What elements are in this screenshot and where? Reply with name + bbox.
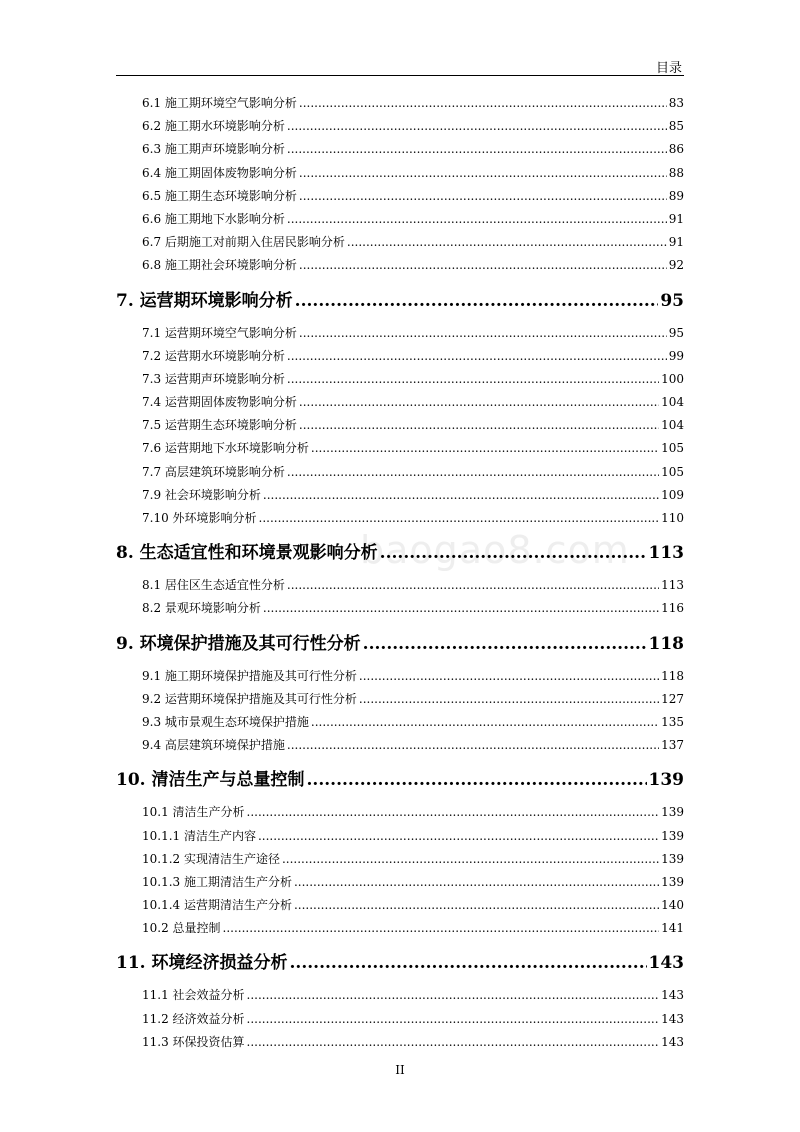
toc-entry-label: 11. 环境经济损益分析 — [116, 953, 288, 974]
toc-entry-label: 6.4 施工期固体废物影响分析 — [142, 165, 297, 180]
toc-leader-dots — [380, 532, 647, 574]
toc-section-entry[interactable] — [116, 507, 684, 530]
toc-entry-label: 10.1 清洁生产分析 — [142, 805, 245, 820]
toc-section-entry[interactable] — [116, 461, 684, 484]
toc-entry-page: 92 — [668, 258, 684, 273]
toc-leader-dots — [311, 711, 659, 734]
toc-entry-label: 7.4 运营期固体废物影响分析 — [142, 395, 297, 410]
toc-entry-label: 11.2 经济效益分析 — [142, 1011, 245, 1026]
toc-section-entry[interactable] — [116, 322, 684, 345]
toc-leader-dots — [299, 185, 667, 208]
toc-leader-dots — [299, 254, 667, 277]
header-title: 目录 — [655, 61, 682, 76]
toc-entry-page: 116 — [661, 601, 684, 616]
toc-leader-dots — [294, 894, 659, 917]
toc-section-entry[interactable] — [116, 734, 684, 757]
toc-chapter-entry[interactable] — [116, 621, 684, 665]
toc-entry-page: 89 — [668, 188, 684, 203]
toc-entry-page: 139 — [661, 851, 684, 866]
toc-leader-dots — [307, 759, 647, 801]
toc-entry-page: 139 — [661, 828, 684, 843]
toc-entry-label: 6.8 施工期社会环境影响分析 — [142, 258, 297, 273]
toc-section-entry[interactable] — [116, 825, 684, 848]
toc-section-entry[interactable] — [116, 984, 684, 1007]
toc-entry-page: 86 — [668, 142, 684, 157]
toc-leader-dots — [263, 597, 659, 620]
toc-leader-dots — [287, 208, 667, 231]
toc-entry-label: 8. 生态适宜性和环境景观影响分析 — [116, 543, 378, 564]
toc-entry-page: 143 — [661, 1011, 684, 1026]
page-number: II — [395, 1063, 405, 1077]
toc-leader-dots — [299, 391, 659, 414]
toc-entry-page: 113 — [648, 543, 684, 564]
toc-entry-label: 7.2 运营期水环境影响分析 — [142, 348, 285, 363]
toc-section-entry[interactable] — [116, 162, 684, 185]
toc-entry-page: 85 — [668, 119, 684, 134]
toc-section-entry[interactable] — [116, 801, 684, 824]
toc-section-entry[interactable] — [116, 231, 684, 254]
toc-entry-label: 8.1 居住区生态适宜性分析 — [142, 578, 285, 593]
toc-leader-dots — [363, 623, 647, 665]
toc-entry-page: 139 — [661, 805, 684, 820]
toc-entry-label: 9.1 施工期环境保护措施及其可行性分析 — [142, 668, 357, 683]
toc-section-entry[interactable] — [116, 597, 684, 620]
toc-entry-page: 137 — [661, 738, 684, 753]
toc-section-entry[interactable] — [116, 848, 684, 871]
toc-section-entry[interactable] — [116, 917, 684, 940]
toc-entry-label: 6.7 后期施工对前期入住居民影响分析 — [142, 235, 345, 250]
toc-entry-label: 6.6 施工期地下水影响分析 — [142, 211, 285, 226]
toc-entry-label: 7.6 运营期地下水环境影响分析 — [142, 441, 309, 456]
toc-leader-dots — [287, 461, 659, 484]
toc-section-entry[interactable] — [116, 391, 684, 414]
toc-leader-dots — [287, 734, 659, 757]
toc-entry-page: 109 — [661, 487, 684, 502]
toc-section-entry[interactable] — [116, 92, 684, 115]
toc-entry-label: 6.2 施工期水环境影响分析 — [142, 119, 285, 134]
toc-leader-dots — [299, 414, 659, 437]
toc-leader-dots — [247, 1031, 660, 1054]
watermark: baogao8.com — [360, 528, 630, 572]
toc-entry-label: 6.3 施工期声环境影响分析 — [142, 142, 285, 157]
table-of-contents — [116, 92, 684, 1054]
toc-entry-label: 7.7 高层建筑环境影响分析 — [142, 464, 285, 479]
toc-entry-page: 139 — [661, 874, 684, 889]
toc-leader-dots — [287, 345, 667, 368]
toc-section-entry[interactable] — [116, 185, 684, 208]
toc-section-entry[interactable] — [116, 665, 684, 688]
toc-section-entry[interactable] — [116, 871, 684, 894]
toc-entry-page: 88 — [668, 165, 684, 180]
toc-entry-page: 118 — [648, 633, 684, 654]
toc-entry-label: 9.4 高层建筑环境保护措施 — [142, 738, 285, 753]
toc-section-entry[interactable] — [116, 414, 684, 437]
toc-entry-page: 113 — [661, 578, 684, 593]
toc-section-entry[interactable] — [116, 208, 684, 231]
toc-leader-dots — [311, 437, 659, 460]
toc-entry-page: 100 — [661, 371, 684, 386]
toc-leader-dots — [299, 322, 667, 345]
toc-section-entry[interactable] — [116, 254, 684, 277]
toc-entry-page: 118 — [661, 668, 684, 683]
toc-leader-dots — [287, 138, 667, 161]
toc-entry-page: 139 — [648, 770, 684, 791]
toc-section-entry[interactable] — [116, 574, 684, 597]
toc-entry-page: 83 — [668, 96, 684, 110]
toc-section-entry[interactable] — [116, 894, 684, 917]
toc-section-entry[interactable] — [116, 437, 684, 460]
toc-entry-label: 9.3 城市景观生态环境保护措施 — [142, 714, 309, 729]
toc-entry-label: 7.10 外环境影响分析 — [142, 511, 257, 525]
toc-entry-label: 10. 清洁生产与总量控制 — [116, 770, 305, 791]
toc-leader-dots — [347, 231, 667, 254]
toc-leader-dots — [247, 1008, 660, 1031]
toc-leader-dots — [299, 162, 667, 185]
toc-entry-page: 104 — [661, 395, 684, 410]
header-rule — [116, 75, 684, 76]
toc-section-entry[interactable] — [116, 345, 684, 368]
toc-entry-label: 10.1.1 清洁生产内容 — [142, 828, 256, 843]
toc-entry-page: 143 — [648, 953, 684, 974]
toc-chapter-entry[interactable] — [116, 530, 684, 574]
toc-leader-dots — [287, 574, 659, 597]
toc-entry-page: 104 — [661, 418, 684, 433]
toc-entry-label: 10.1.2 实现清洁生产途径 — [142, 851, 280, 866]
toc-entry-page: 135 — [661, 714, 684, 729]
toc-entry-label: 10.1.3 施工期清洁生产分析 — [142, 874, 292, 889]
toc-entry-page: 141 — [661, 921, 684, 936]
toc-entry-label: 6.5 施工期生态环境影响分析 — [142, 188, 297, 203]
toc-entry-label: 10.2 总量控制 — [142, 921, 221, 936]
toc-entry-page: 91 — [668, 235, 684, 250]
toc-leader-dots — [287, 115, 667, 138]
toc-entry-label: 7.9 社会环境影响分析 — [142, 487, 261, 502]
toc-entry-label: 9.2 运营期环境保护措施及其可行性分析 — [142, 691, 357, 706]
toc-leader-dots — [223, 917, 660, 940]
toc-entry-page: 95 — [660, 290, 684, 311]
toc-entry-label: 9. 环境保护措施及其可行性分析 — [116, 633, 361, 654]
toc-entry-page: 110 — [661, 511, 684, 525]
toc-section-entry[interactable] — [116, 1008, 684, 1031]
toc-entry-label: 7.3 运营期声环境影响分析 — [142, 371, 285, 386]
toc-leader-dots — [295, 280, 659, 322]
toc-section-entry[interactable] — [116, 368, 684, 391]
toc-leader-dots — [290, 942, 647, 984]
toc-leader-dots — [294, 871, 659, 894]
toc-entry-page: 105 — [661, 464, 684, 479]
toc-entry-label: 7. 运营期环境影响分析 — [116, 290, 293, 311]
toc-section-entry[interactable] — [116, 711, 684, 734]
toc-entry-label: 8.2 景观环境影响分析 — [142, 601, 261, 616]
toc-entry-label: 11.1 社会效益分析 — [142, 988, 245, 1003]
toc-entry-label: 6.1 施工期环境空气影响分析 — [142, 96, 297, 110]
toc-entry-page: 95 — [668, 325, 684, 340]
toc-section-entry[interactable] — [116, 484, 684, 507]
toc-leader-dots — [258, 825, 659, 848]
toc-chapter-entry[interactable] — [116, 940, 684, 984]
toc-entry-label: 7.1 运营期环境空气影响分析 — [142, 325, 297, 340]
toc-leader-dots — [259, 507, 660, 530]
toc-leader-dots — [247, 984, 660, 1007]
toc-leader-dots — [299, 92, 667, 115]
toc-entry-page: 143 — [661, 988, 684, 1003]
toc-entry-page: 91 — [668, 211, 684, 226]
toc-entry-page: 140 — [661, 898, 684, 913]
toc-leader-dots — [287, 368, 659, 391]
toc-leader-dots — [359, 665, 659, 688]
toc-leader-dots — [359, 688, 659, 711]
toc-section-entry[interactable] — [116, 1031, 684, 1054]
toc-chapter-entry[interactable] — [116, 757, 684, 801]
toc-entry-page: 127 — [661, 691, 684, 706]
toc-entry-page: 143 — [661, 1034, 684, 1049]
toc-leader-dots — [247, 801, 660, 824]
toc-chapter-entry[interactable] — [116, 278, 684, 322]
toc-entry-page: 105 — [661, 441, 684, 456]
toc-entry-label: 11.3 环保投资估算 — [142, 1034, 245, 1049]
toc-entry-page: 99 — [668, 348, 684, 363]
toc-entry-label: 10.1.4 运营期清洁生产分析 — [142, 898, 292, 913]
toc-section-entry[interactable] — [116, 688, 684, 711]
toc-section-entry[interactable] — [116, 138, 684, 161]
toc-leader-dots — [282, 848, 659, 871]
toc-entry-label: 7.5 运营期生态环境影响分析 — [142, 418, 297, 433]
toc-section-entry[interactable] — [116, 115, 684, 138]
toc-leader-dots — [263, 484, 659, 507]
